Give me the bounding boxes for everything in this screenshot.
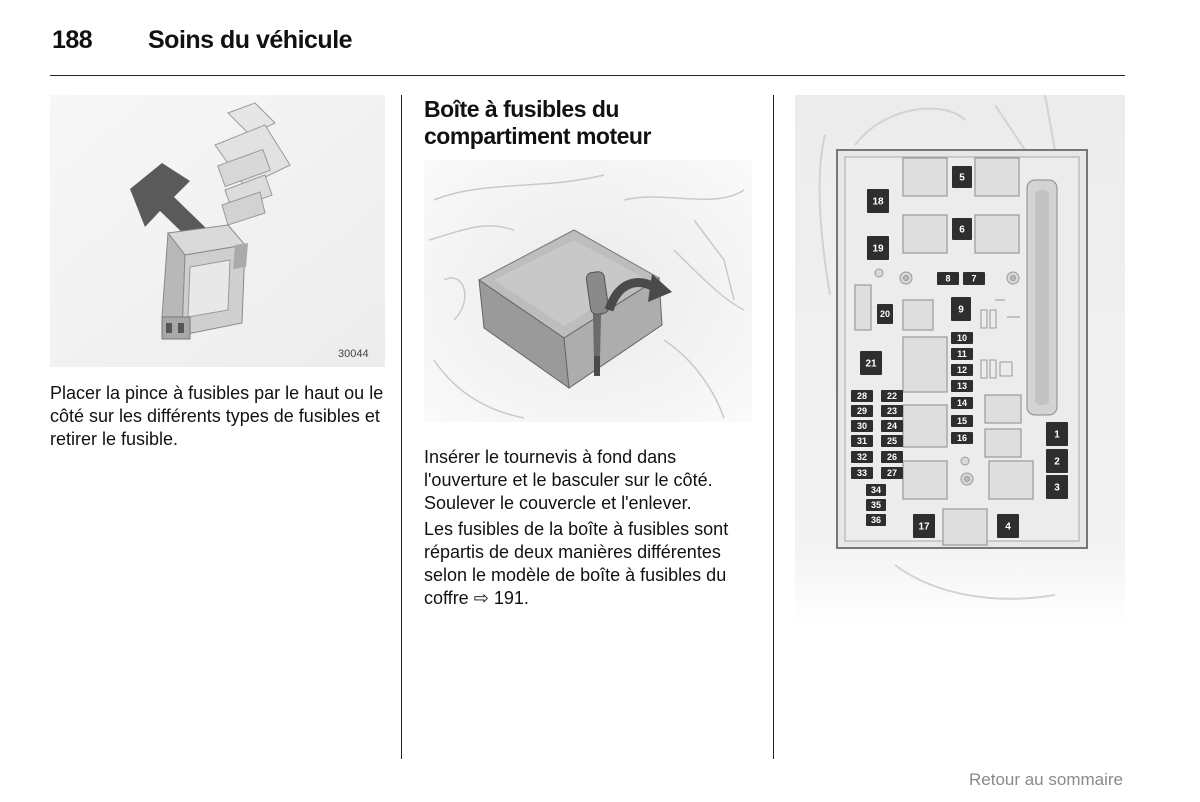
fuse-18: [867, 189, 889, 213]
fuse-label: 27: [886, 468, 898, 479]
fuse-label: 15: [956, 416, 968, 427]
fuse-label: 7: [971, 273, 977, 284]
fuse-13: [951, 380, 973, 392]
fuse-3: [1046, 475, 1068, 499]
middle-paragraph-1: Insérer le tournevis à fond dans l'ouverture et le basculer sur le côté. Soulever le couvercle et l'enlever.: [424, 447, 713, 513]
fuse-label: 36: [870, 515, 882, 526]
fuse-23: [881, 405, 903, 417]
fuse-label: 20: [879, 309, 891, 320]
engine-fuse-box-illustration: [424, 160, 752, 422]
fuse-16: [951, 432, 973, 444]
fuse-15: [951, 415, 973, 427]
fuse-27: [881, 467, 903, 479]
fuse-29: [851, 405, 873, 417]
middle-paragraph-2: [424, 518, 754, 610]
fuse-31: [851, 435, 873, 447]
fuse-5: [952, 166, 972, 188]
fuse-8: [937, 272, 959, 285]
fuse-7: [963, 272, 985, 285]
fuse-4: [997, 514, 1019, 538]
section-title-line1: Boîte à fusibles du: [424, 96, 619, 122]
fuse-label: 18: [872, 196, 884, 208]
fuse-14: [951, 397, 973, 409]
fuse-body: [162, 225, 248, 339]
fuse-label: 6: [959, 224, 965, 236]
fuse-layout-diagram: [795, 95, 1125, 625]
fuse-label: 9: [958, 304, 964, 316]
fuse-puller-illustration: [50, 95, 385, 367]
fuse-label: 5: [959, 172, 965, 184]
fuse-label: 11: [957, 349, 967, 360]
fuse-label: 2: [1054, 456, 1060, 468]
fuse-17: [913, 514, 935, 538]
fuse-label: 19: [872, 243, 884, 255]
section-title-line2: compartiment moteur: [424, 123, 651, 149]
fuse-label: 32: [856, 452, 868, 463]
fuse-36: [866, 514, 886, 526]
section-title: [424, 96, 651, 150]
fuse-25: [881, 435, 903, 447]
page-number: 188: [52, 26, 93, 54]
fuse-label: 28: [856, 391, 868, 402]
fuse-2: [1046, 449, 1068, 473]
fuse-28: [851, 390, 873, 402]
fuse-21: [860, 351, 882, 375]
fuse-22: [881, 390, 903, 402]
fuse-24: [881, 420, 903, 432]
fuse-12: [951, 364, 973, 376]
fuse-35: [866, 499, 886, 511]
fuse-20: [877, 304, 893, 324]
chapter-title: Soins du véhicule: [148, 26, 353, 54]
fuse-label: 21: [865, 358, 877, 370]
left-paragraph: Placer la pince à fusibles par le haut ou le côté sur les différents types de fusibles et retirer le fusible.: [50, 383, 384, 449]
fuse-10: [951, 332, 973, 344]
fuse-label: 16: [956, 433, 968, 444]
fuse-11: [951, 348, 973, 360]
column-divider-left: [401, 95, 402, 759]
fuse-label: 8: [945, 273, 951, 284]
fuse-30: [851, 420, 873, 432]
back-to-contents-link[interactable]: Retour au sommaire: [968, 770, 1123, 789]
fuse-33: [851, 467, 873, 479]
fuse-9: [951, 297, 971, 321]
fuse-26: [881, 451, 903, 463]
fuse-34: [866, 484, 886, 496]
page-reference-number[interactable]: 191.: [493, 588, 529, 608]
fuse-label: 17: [918, 521, 930, 533]
fuse-label: 3: [1054, 482, 1060, 494]
fuse-6: [952, 218, 972, 240]
fuse-32: [851, 451, 873, 463]
fuse-label: 34: [870, 485, 882, 496]
fuse-label: 10: [956, 333, 968, 344]
fuse-label: 26: [886, 452, 898, 463]
fuse-19: [867, 236, 889, 260]
page-reference-arrow-icon[interactable]: ⇨: [473, 588, 489, 608]
fuse-label: 25: [886, 436, 898, 447]
fuse-label: 13: [956, 381, 968, 392]
middle-paragraph-2-text: Les fusibles de la boîte à fusibles sont répartis de deux manières différentes selon le modèle de boîte à fusibles du coffre: [424, 519, 729, 608]
fuse-label: 12: [956, 365, 968, 376]
fuse-label: 29: [856, 406, 868, 417]
column-divider-right: [773, 95, 774, 759]
fuse-label: 14: [956, 398, 968, 409]
fuse-label: 23: [886, 406, 898, 417]
fuse-label: 1: [1054, 429, 1060, 441]
fuse-label: 4: [1005, 521, 1011, 533]
fuse-label: 24: [886, 421, 898, 432]
fuse-label: 35: [870, 500, 882, 511]
fuse-label: 33: [856, 468, 868, 479]
figure-id: 30044: [338, 348, 369, 360]
fuse-label: 31: [856, 436, 868, 447]
header-rule: [50, 75, 1125, 76]
fuse-label: 30: [856, 421, 868, 432]
fuse-1: [1046, 422, 1068, 446]
fuse-label: 22: [886, 391, 898, 402]
